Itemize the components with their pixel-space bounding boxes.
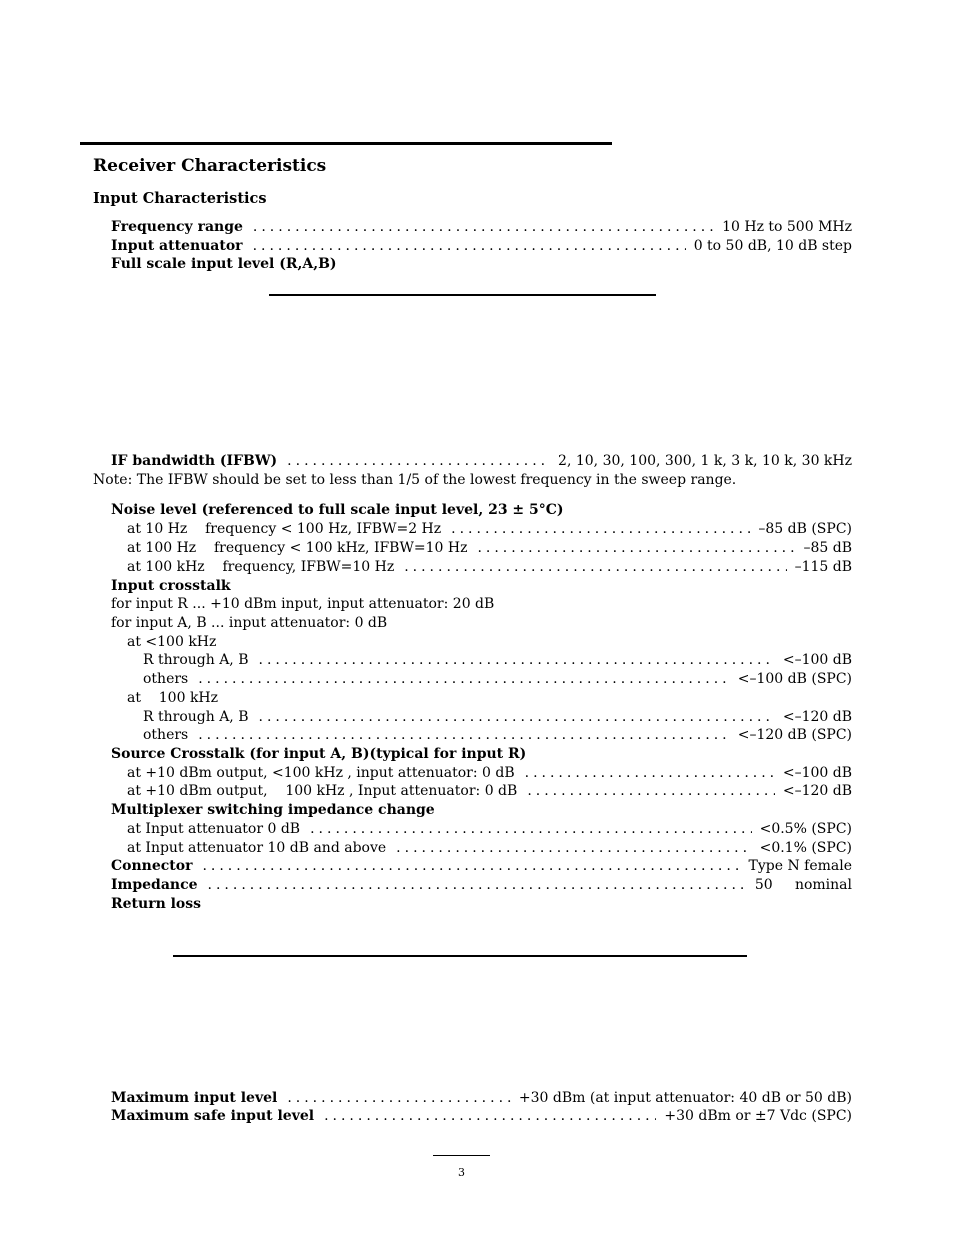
input-crosstalk-heading: Input crosstalk	[111, 578, 231, 594]
noise-row	[127, 520, 852, 538]
multiplexer-row	[127, 839, 852, 857]
crosstalk-row-label: R through A, B	[143, 652, 249, 668]
crosstalk-row-label: others	[143, 727, 189, 743]
connector-label: Connector	[111, 858, 193, 874]
max-safe-input-row	[111, 1107, 852, 1125]
leader-dots	[310, 820, 752, 838]
crosstalk-row-label: others	[143, 671, 189, 687]
crosstalk-row-value: <–100 dB (SPC)	[737, 671, 852, 687]
multiplexer-row-value: <0.5% (SPC)	[759, 821, 852, 837]
subsection-title: Input Characteristics	[93, 190, 267, 207]
max-safe-input-value: +30 dBm or ±7 Vdc (SPC)	[664, 1108, 852, 1124]
source-crosstalk-row	[127, 764, 852, 782]
crosstalk-row-label: R through A, B	[143, 709, 249, 725]
multiplexer-heading: Multiplexer switching impedance change	[111, 802, 435, 818]
source-crosstalk-heading: Source Crosstalk (for input A, B)(typical for input R)	[111, 746, 527, 762]
crosstalk-row-value: <–120 dB	[782, 709, 852, 725]
source-crosstalk-value: <–120 dB	[782, 783, 852, 799]
multiplexer-row	[127, 820, 852, 838]
noise-row-value: –115 dB	[794, 559, 852, 575]
crosstalk-subheading: at 100 kHz	[127, 690, 219, 706]
leader-dots	[208, 876, 747, 894]
leader-dots	[396, 839, 751, 857]
noise-row-label: at 100 kHz frequency, IFBW=10 Hz	[127, 559, 395, 575]
crosstalk-row-value: <–100 dB	[782, 652, 852, 668]
input-attenuator-row	[111, 237, 852, 255]
max-input-row	[111, 1089, 852, 1107]
leader-dots	[477, 539, 795, 557]
leader-dots	[253, 237, 686, 255]
noise-row	[127, 558, 852, 576]
input-attenuator-label: Input attenuator	[111, 238, 243, 254]
frequency-range-value: 10 Hz to 500 MHz	[722, 219, 852, 235]
max-safe-input-label: Maximum safe input level	[111, 1108, 315, 1124]
full-scale-label: Full scale input level (R,A,B)	[111, 256, 337, 272]
leader-dots	[253, 218, 714, 236]
if-bandwidth-row	[111, 452, 852, 470]
noise-row-label: at 100 Hz frequency < 100 kHz, IFBW=10 Hz	[127, 540, 468, 556]
source-crosstalk-value: <–100 dB	[782, 765, 852, 781]
section-title: Receiver Characteristics	[93, 156, 327, 176]
impedance-row	[111, 876, 852, 894]
frequency-range-row	[111, 218, 852, 236]
connector-row	[111, 857, 852, 875]
multiplexer-row-value: <0.1% (SPC)	[759, 840, 852, 856]
crosstalk-row	[143, 651, 852, 669]
multiplexer-row-label: at Input attenuator 0 dB	[127, 821, 301, 837]
noise-row-value: –85 dB	[803, 540, 852, 556]
leader-dots	[527, 782, 775, 800]
leader-dots	[259, 708, 775, 726]
noise-row-value: –85 dB (SPC)	[758, 521, 852, 537]
page-number: 3	[458, 1166, 465, 1179]
leader-dots	[198, 726, 730, 744]
input-attenuator-value: 0 to 50 dB, 10 dB step	[693, 238, 852, 254]
max-input-label: Maximum input level	[111, 1090, 278, 1106]
footer-rule	[433, 1155, 490, 1156]
crosstalk-row	[143, 670, 852, 688]
connector-value: Type N female	[748, 858, 852, 874]
crosstalk-subheading: at <100 kHz	[127, 634, 217, 650]
multiplexer-row-label: at Input attenuator 10 dB and above	[127, 840, 387, 856]
if-bandwidth-label: IF bandwidth (IFBW)	[111, 453, 278, 469]
max-input-value: +30 dBm (at input attenuator: 40 dB or 50 dB)	[518, 1090, 852, 1106]
crosstalk-row-value: <–120 dB (SPC)	[737, 727, 852, 743]
impedance-label: Impedance	[111, 877, 198, 893]
crosstalk-row	[143, 726, 852, 744]
leader-dots	[324, 1107, 656, 1125]
ifbw-note: Note: The IFBW should be set to less than 1/5 of the lowest frequency in the sweep range.	[93, 472, 737, 488]
crosstalk-line: for input A, B ... input attenuator: 0 dB	[111, 615, 388, 631]
source-crosstalk-label: at +10 dBm output, 100 kHz , Input attenuator: 0 dB	[127, 783, 518, 799]
frequency-range-label: Frequency range	[111, 219, 243, 235]
noise-level-heading: Noise level (referenced to full scale input level, 23 ± 5°C)	[111, 502, 564, 518]
leader-dots	[202, 857, 740, 875]
table-rule-1	[269, 294, 656, 296]
leader-dots	[451, 520, 750, 538]
noise-row-label: at 10 Hz frequency < 100 Hz, IFBW=2 Hz	[127, 521, 442, 537]
if-bandwidth-value: 2, 10, 30, 100, 300, 1 k, 3 k, 10 k, 30 kHz	[558, 453, 852, 469]
crosstalk-row	[143, 708, 852, 726]
leader-dots	[259, 651, 775, 669]
impedance-value: 50 nominal	[754, 877, 852, 893]
header-rule	[80, 142, 612, 145]
table-rule-2	[173, 955, 747, 957]
leader-dots	[404, 558, 786, 576]
crosstalk-line: for input R ... +10 dBm input, input attenuator: 20 dB	[111, 596, 495, 612]
source-crosstalk-label: at +10 dBm output, <100 kHz , input attenuator: 0 dB	[127, 765, 515, 781]
source-crosstalk-row	[127, 782, 852, 800]
leader-dots	[525, 764, 775, 782]
leader-dots	[198, 670, 730, 688]
noise-row	[127, 539, 852, 557]
leader-dots	[287, 1089, 511, 1107]
leader-dots	[287, 452, 550, 470]
return-loss-label: Return loss	[111, 896, 202, 912]
